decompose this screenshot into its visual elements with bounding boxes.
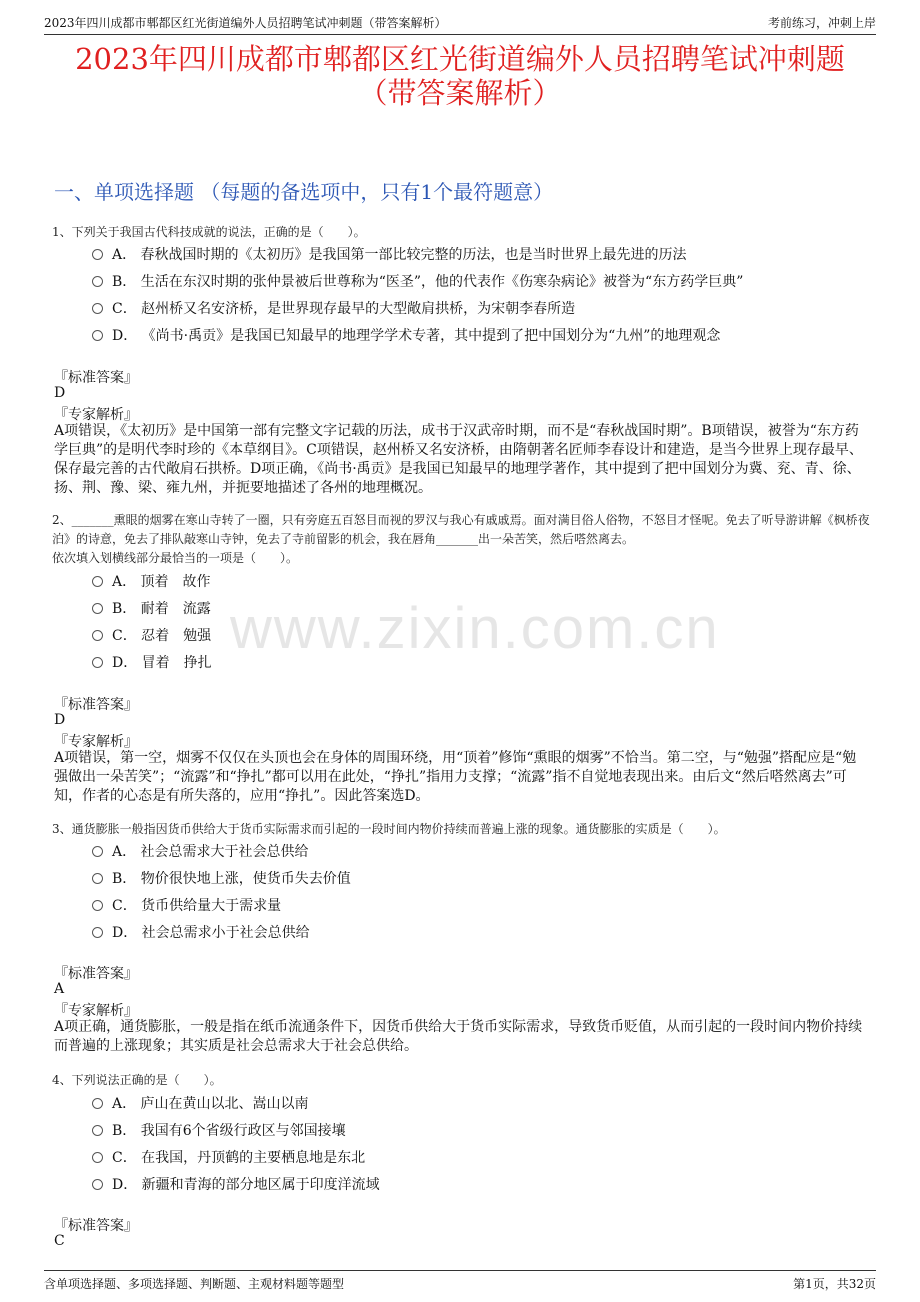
answer-label: 『标准答案』 (54, 1218, 138, 1234)
radio-icon[interactable] (92, 846, 103, 857)
radio-icon[interactable] (92, 603, 103, 614)
option-text: A． 顶着 故作 (112, 574, 211, 590)
header-left-text: 2023年四川成都市郫都区红光街道编外人员招聘笔试冲刺题（带答案解析） (44, 16, 447, 30)
option-c[interactable] (92, 298, 575, 318)
option-text: A． 社会总需求大于社会总供给 (112, 844, 309, 860)
option-text: D． 《尚书·禹贡》是我国已知最早的地理学学术专著，其中提到了把中国划分为“九州”的地理观念 (112, 328, 721, 344)
page-number: 第1页，共32页 (793, 1277, 876, 1291)
option-text: A． 庐山在黄山以北、嵩山以南 (112, 1096, 309, 1112)
option-c[interactable] (92, 895, 281, 915)
option-text: D． 社会总需求小于社会总供给 (112, 925, 310, 941)
answer-label: 『标准答案』 (54, 966, 138, 982)
analysis-text: A项正确，通货膨胀，一般是指在纸币流通条件下，因货币供给大于货币实际需求，导致货币贬值，从而引起的一段时间内物价持续而普遍的上涨现象；其实质是社会总需求大于社会总供给。 (54, 1019, 863, 1054)
option-b[interactable] (92, 1120, 346, 1140)
option-text: D． 新疆和青海的部分地区属于印度洋流域 (112, 1177, 380, 1193)
footer-left-text: 含单项选择题、多项选择题、判断题、主观材料题等题型 (44, 1277, 345, 1291)
radio-icon[interactable] (92, 900, 103, 911)
option-text: C． 忍着 勉强 (112, 628, 212, 644)
option-text: D． 冒着 挣扎 (112, 655, 212, 671)
radio-icon[interactable] (92, 1179, 103, 1190)
radio-icon[interactable] (92, 873, 103, 884)
radio-icon[interactable] (92, 1152, 103, 1163)
option-a[interactable] (92, 244, 687, 264)
question-stem: 1、下列关于我国古代科技成就的说法，正确的是（ ）。 (52, 225, 366, 239)
option-b[interactable] (92, 271, 743, 291)
analysis-label: 『专家解析』 (54, 407, 138, 423)
page-header (44, 10, 876, 35)
radio-icon[interactable] (92, 330, 103, 341)
page-footer (44, 1270, 876, 1293)
radio-icon[interactable] (92, 657, 103, 668)
answer-label: 『标准答案』 (54, 370, 138, 386)
option-text: B． 耐着 流露 (112, 601, 211, 617)
option-b[interactable] (92, 598, 211, 618)
watermark: www.zixin.com.cn (230, 596, 720, 661)
option-c[interactable] (92, 1147, 365, 1167)
radio-icon[interactable] (92, 303, 103, 314)
answer-value: D (54, 385, 66, 401)
radio-icon[interactable] (92, 576, 103, 587)
option-text: C． 在我国，丹顶鹤的主要栖息地是东北 (112, 1150, 366, 1166)
option-d[interactable] (92, 1174, 380, 1194)
document-title (40, 42, 880, 110)
analysis-label: 『专家解析』 (54, 734, 138, 750)
radio-icon[interactable] (92, 927, 103, 938)
option-d[interactable] (92, 922, 310, 942)
question-stem: 3、通货膨胀一般指因货币供给大于货币实际需求而引起的一段时间内物价持续而普遍上涨的现象。通货膨胀的实质是（ ）。 (52, 822, 726, 836)
title-line-1: 2023年四川成都市郫都区红光街道编外人员招聘笔试冲刺题 (75, 42, 845, 76)
title-line-2: （带答案解析） (358, 76, 562, 110)
answer-label: 『标准答案』 (54, 697, 138, 713)
option-d[interactable] (92, 325, 720, 345)
option-a[interactable] (92, 571, 211, 591)
section-heading: 一、单项选择题 （每题的备选项中，只有1个最符题意） (54, 180, 554, 204)
analysis-label: 『专家解析』 (54, 1003, 138, 1019)
option-text: C． 赵州桥又名安济桥，是世界现存最早的大型敞肩拱桥，为宋朝李春所造 (112, 301, 576, 317)
radio-icon[interactable] (92, 1125, 103, 1136)
answer-value: A (54, 981, 65, 997)
option-d[interactable] (92, 652, 212, 672)
question-stem: 2、_______熏眼的烟雾在寒山寺转了一圈，只有旁庭五百怒目而视的罗汉与我心有戚戚焉。面对满目俗人俗物，不怒目才怪呢。免去了听导游讲解《枫桥夜泊》的诗意，免去了排队敲寒山寺钟，免去了寺前留影的机会，我在唇角_______出一朵苦笑，然后嗒然离去。 依次填入划横线部分最恰当的一项是（ ）。 (52, 513, 870, 565)
analysis-text: A项错误，第一空，烟雾不仅仅在头顶也会在身体的周围环绕，用“顶着”修饰“熏眼的烟雾”不恰当。第二空，与“勉强”搭配应是“勉强做出一朵苦笑”；“流露”和“挣扎”都可以用在此处，“挣扎”指用力支撑；“流露”指不自觉地表现出来。由后文“然后嗒然离去”可知，作者的心态是有所失落的，应用“挣扎”。因此答案选D。 (54, 750, 857, 804)
radio-icon[interactable] (92, 630, 103, 641)
radio-icon[interactable] (92, 249, 103, 260)
option-a[interactable] (92, 1093, 309, 1113)
answer-value: C (54, 1233, 65, 1249)
option-c[interactable] (92, 625, 211, 645)
radio-icon[interactable] (92, 1098, 103, 1109)
option-text: C． 货币供给量大于需求量 (112, 898, 282, 914)
option-text: A． 春秋战国时期的《太初历》是我国第一部比较完整的历法，也是当时世界上最先进的历法 (112, 247, 687, 263)
option-text: B． 我国有6个省级行政区与邻国接壤 (112, 1123, 346, 1139)
analysis-text: A项错误，《太初历》是中国第一部有完整文字记载的历法，成书于汉武帝时期，而不是“春秋战国时期”。B项错误，被誉为“东方药学巨典”的是明代李时珍的《本草纲目》。C项错误，赵州桥又名安济桥，由隋朝著名匠师李春设计和建造，是当今世界上现存最早、保存最完善的古代敞肩石拱桥。D项正确，《尚书·禹贡》是我国已知最早的地理学著作，其中提到了把中国划分为冀、兖、青、徐、扬、荆、豫、梁、雍九州，并扼要地描述了各州的地理概况。 (54, 423, 863, 496)
radio-icon[interactable] (92, 276, 103, 287)
option-text: B． 生活在东汉时期的张仲景被后世尊称为“医圣”，他的代表作《伤寒杂病论》被誉为“东方药学巨典” (112, 274, 744, 290)
option-a[interactable] (92, 841, 309, 861)
option-text: B． 物价很快地上涨，使货币失去价值 (112, 871, 351, 887)
header-right-text: 考前练习，冲刺上岸 (767, 16, 876, 30)
question-stem: 4、下列说法正确的是（ ）。 (52, 1073, 222, 1087)
option-b[interactable] (92, 868, 351, 888)
answer-value: D (54, 712, 66, 728)
